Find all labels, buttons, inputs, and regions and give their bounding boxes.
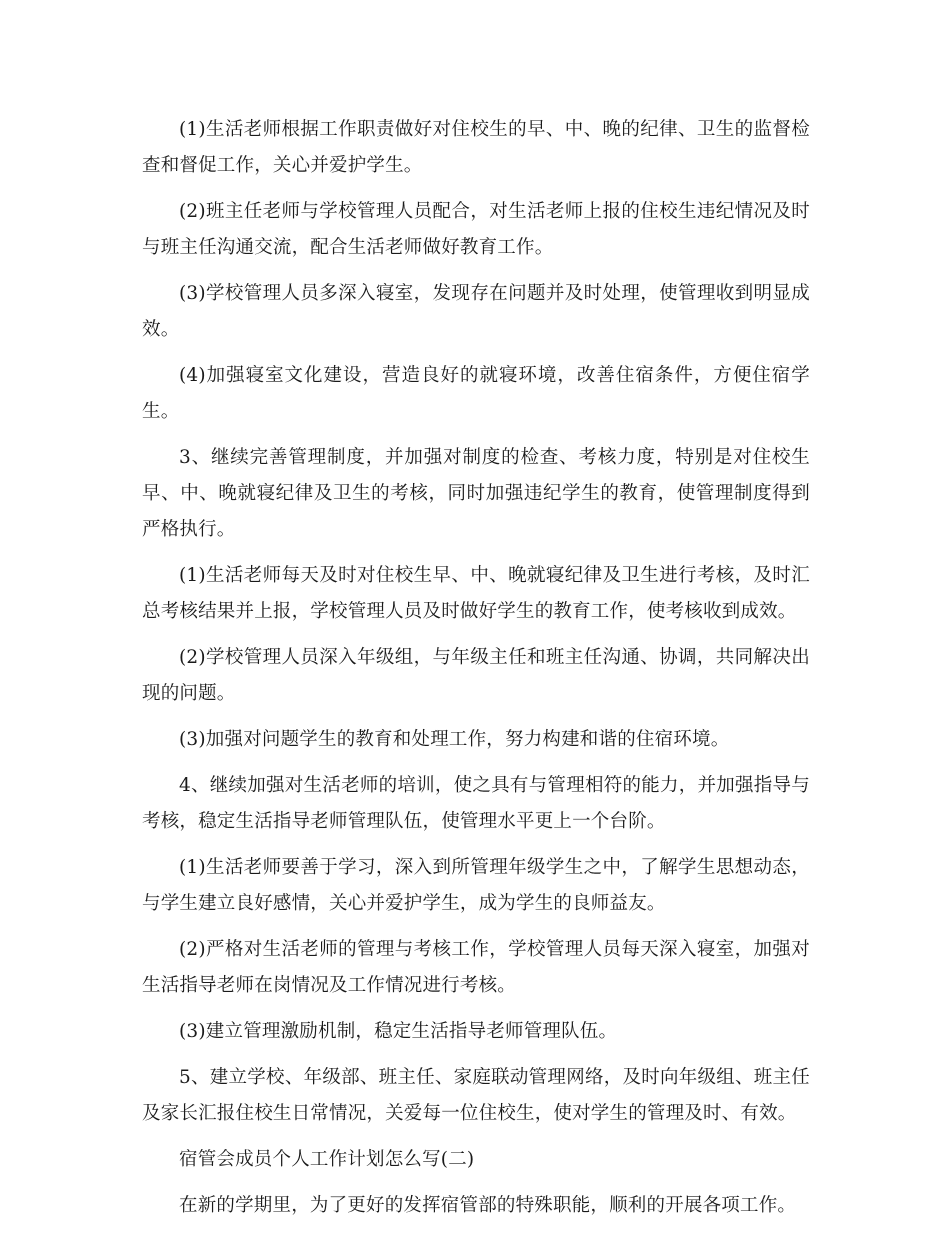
paragraph-15: 在新的学期里，为了更好的发挥宿管部的特殊职能，顺利的开展各项工作。 (179, 1195, 797, 1216)
document-page (142, 112, 810, 1234)
paragraph-6: (1)生活老师每天及时对住校生早、中、晚就寝纪律及卫生进行考核，及时汇总考核结果并上报，学校管理人员及时做好学生的教育工作，使考核收到成效。 (142, 565, 810, 622)
paragraph-5: 3、继续完善管理制度，并加强对制度的检查、考核力度，特别是对住校生早、中、晚就寝纪律及卫生的考核，同时加强违纪学生的教育，使管理制度得到严格执行。 (142, 447, 810, 540)
paragraph-11: (2)严格对生活老师的管理与考核工作，学校管理人员每天深入寝室，加强对生活指导老师在岗情况及工作情况进行考核。 (142, 939, 810, 996)
paragraph-4: (4)加强寝室文化建设，营造良好的就寝环境，改善住宿条件，方便住宿学生。 (142, 365, 810, 422)
paragraph-8: (3)加强对问题学生的教育和处理工作，努力构建和谐的住宿环境。 (179, 729, 730, 750)
section-heading: 宿管会成员个人工作计划怎么写(二) (179, 1149, 475, 1170)
paragraph-7: (2)学校管理人员深入年级组，与年级主任和班主任沟通、协调，共同解决出现的问题。 (142, 647, 810, 704)
paragraph-10: (1)生活老师要善于学习，深入到所管理年级学生之中，了解学生思想动态，与学生建立良好感情，关心并爱护学生，成为学生的良师益友。 (142, 857, 810, 914)
paragraph-2: (2)班主任老师与学校管理人员配合，对生活老师上报的住校生违纪情况及时与班主任沟通交流，配合生活老师做好教育工作。 (142, 201, 810, 258)
paragraph-9: 4、继续加强对生活老师的培训，使之具有与管理相符的能力，并加强指导与考核，稳定生活指导老师管理队伍，使管理水平更上一个台阶。 (142, 775, 810, 832)
paragraph-1: (1)生活老师根据工作职责做好对住校生的早、中、晚的纪律、卫生的监督检查和督促工作，关心并爱护学生。 (142, 119, 810, 176)
paragraph-12: (3)建立管理激励机制，稳定生活指导老师管理队伍。 (179, 1021, 618, 1042)
paragraph-13: 5、建立学校、年级部、班主任、家庭联动管理网络，及时向年级组、班主任及家长汇报住校生日常情况，关爱每一位住校生，使对学生的管理及时、有效。 (142, 1067, 810, 1124)
paragraph-3: (3)学校管理人员多深入寝室，发现存在问题并及时处理，使管理收到明显成效。 (142, 283, 810, 340)
